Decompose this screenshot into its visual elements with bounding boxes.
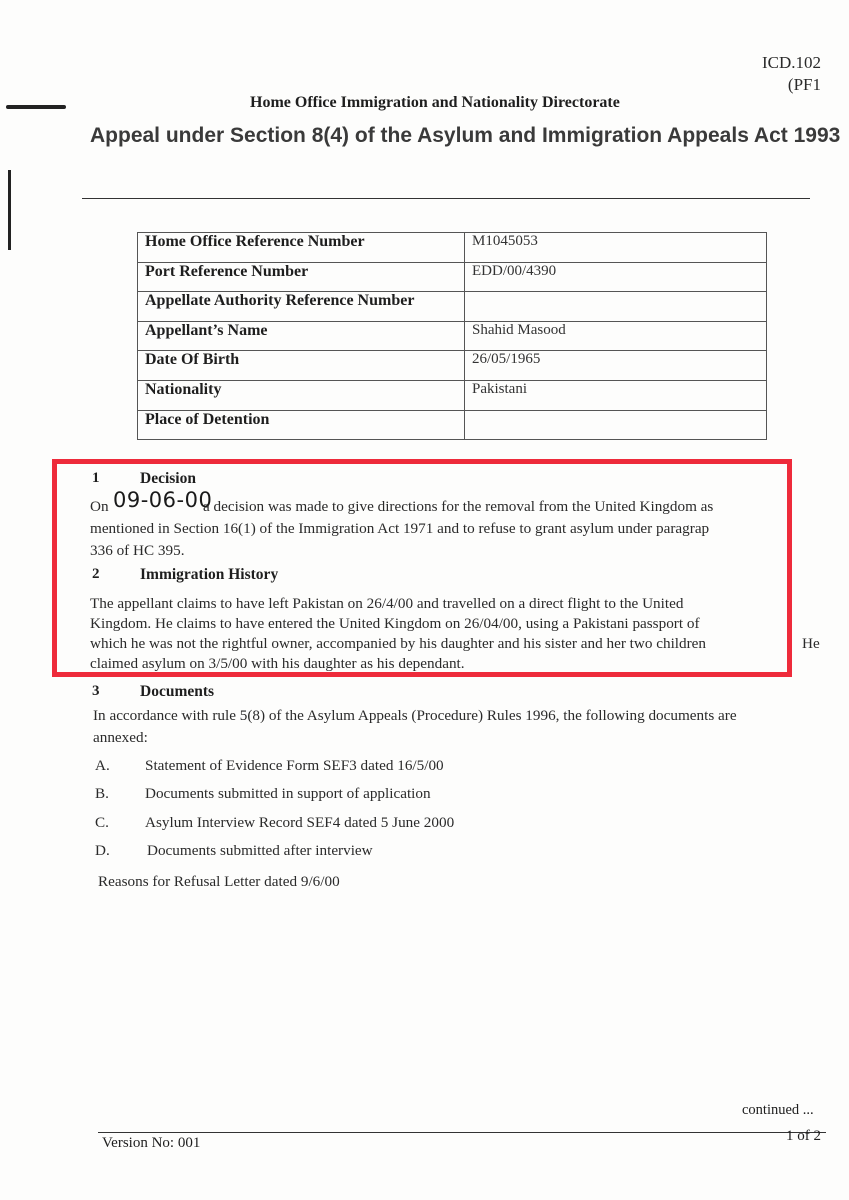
scan-mark-left-edge xyxy=(8,170,11,250)
section3-intro-line1: In accordance with rule 5(8) of the Asylum Appeals (Procedure) Rules 1996, the following documents are xyxy=(93,707,737,724)
section2-number: 2 xyxy=(92,566,100,582)
section1-line2: mentioned in Section 16(1) of the Immigration Act 1971 and to refuse to grant asylum under paragrap xyxy=(90,520,710,537)
row-value: M1045053 xyxy=(465,233,767,263)
section2-heading: Immigration History xyxy=(140,566,279,583)
document-item-letter: A. xyxy=(95,757,110,774)
table-row xyxy=(138,410,767,440)
row-label: Appellate Authority Reference Number xyxy=(138,292,465,322)
row-value: EDD/00/4390 xyxy=(465,262,767,292)
document-item-text: Asylum Interview Record SEF4 dated 5 June 2000 xyxy=(145,814,455,831)
form-code-line2: (PF1 xyxy=(787,75,821,94)
row-label: Date Of Birth xyxy=(138,351,465,381)
section1-line3: 336 of HC 395. xyxy=(90,542,185,559)
section3-heading: Documents xyxy=(140,683,215,700)
section1-on: On xyxy=(90,498,109,515)
form-code xyxy=(762,52,821,96)
section2-line1: The appellant claims to have left Pakistan on 26/4/00 and travelled on a direct flight to the United xyxy=(90,595,684,612)
continued-note: continued ... xyxy=(742,1102,814,1118)
table-row xyxy=(138,380,767,410)
table-row xyxy=(138,292,767,322)
row-label: Nationality xyxy=(138,380,465,410)
form-code-line1: ICD.102 xyxy=(761,53,821,72)
row-value xyxy=(465,410,767,440)
row-value: Pakistani xyxy=(465,380,767,410)
document-item-letter: B. xyxy=(95,785,109,802)
document-item-text: Documents submitted in support of application xyxy=(145,785,431,802)
document-item-letter: C. xyxy=(95,814,109,831)
table-row xyxy=(138,262,767,292)
document-item-letter: D. xyxy=(95,842,110,859)
row-label: Place of Detention xyxy=(138,410,465,440)
section2-line4: claimed asylum on 3/5/00 with his daughter as his dependant. xyxy=(90,655,465,672)
directorate-heading: Home Office Immigration and Nationality Directorate xyxy=(250,94,620,111)
page-number: 1 of 2 xyxy=(786,1128,821,1144)
document-item-text: Statement of Evidence Form SEF3 dated 16/5/00 xyxy=(145,757,444,774)
handwritten-date: 09-06-00 xyxy=(113,488,213,512)
table-row xyxy=(138,321,767,351)
row-value: Shahid Masood xyxy=(465,321,767,351)
refusal-letter: Reasons for Refusal Letter dated 9/6/00 xyxy=(98,873,340,890)
section1-line1: a decision was made to give directions for the removal from the United Kingdom as xyxy=(203,498,714,515)
version-number: Version No: 001 xyxy=(102,1135,201,1151)
row-label: Appellant’s Name xyxy=(138,321,465,351)
scan-mark-top-left xyxy=(6,105,66,109)
section2-line3: which he was not the rightful owner, accompanied by his daughter and his sister and her two children xyxy=(90,635,707,652)
section3-intro-line2: annexed: xyxy=(93,729,148,746)
footer-divider xyxy=(98,1132,826,1133)
row-label: Home Office Reference Number xyxy=(138,233,465,263)
reference-table xyxy=(137,232,767,440)
section3-number: 3 xyxy=(92,683,100,699)
section1-heading: Decision xyxy=(140,470,196,487)
table-row xyxy=(138,233,767,263)
document-item-text: Documents submitted after interview xyxy=(147,842,373,859)
table-row xyxy=(138,351,767,381)
section2-line3-tail: He xyxy=(802,635,820,652)
section1-number: 1 xyxy=(92,470,100,486)
row-value: 26/05/1965 xyxy=(465,351,767,381)
row-label: Port Reference Number xyxy=(138,262,465,292)
title-divider xyxy=(82,198,810,199)
section2-line2: Kingdom. He claims to have entered the United Kingdom on 26/04/00, using a Pakistani passport of xyxy=(90,615,700,632)
document-title: Appeal under Section 8(4) of the Asylum and Immigration Appeals Act 1993 xyxy=(90,124,841,147)
row-value xyxy=(465,292,767,322)
